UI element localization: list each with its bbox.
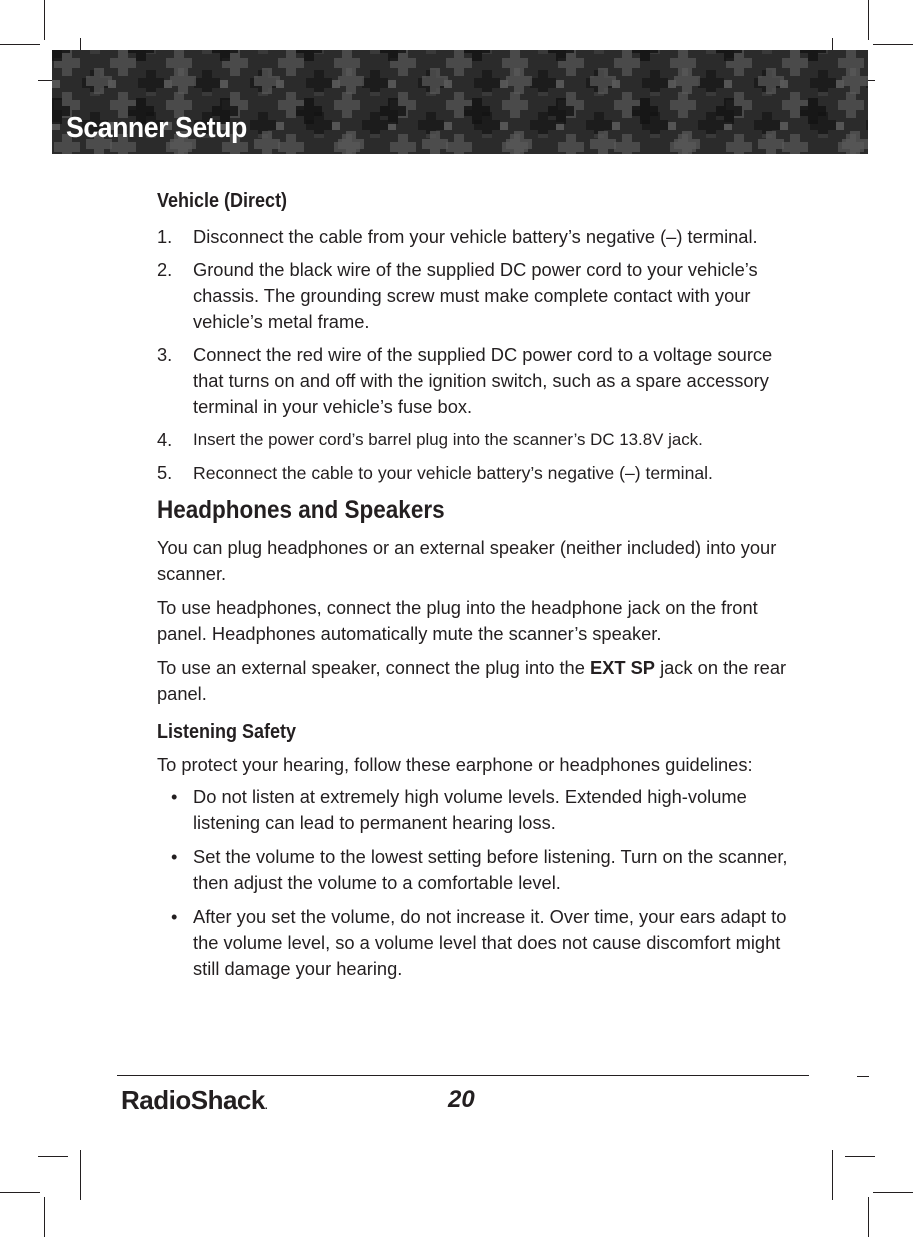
crop-mark [845,1156,875,1157]
ext-sp-jack-label: EXT SP [589,657,655,678]
step-text: Connect the red wire of the supplied DC power cord to a voltage source that turns on and off with the ignition switch, such as a spare accessory terminal in your vehicle’s fuse box. [193,344,773,417]
heading-headphones-speakers: Headphones and Speakers [157,496,445,524]
paragraph: You can plug headphones or an external speaker (neither included) into your scanner. [157,537,777,584]
content [157,190,802,990]
bullet-text: After you set the volume, do not increase it. Over time, your ears adapt to the volume level, so a volume level that does not cause discomfort might still damage your hearing. [193,906,787,979]
crop-mark [80,1150,81,1200]
step-text: Insert the power cord’s barrel plug into the scanner’s DC 13.8V jack. [193,430,703,449]
crop-mark [868,1197,869,1237]
step-number: 3. [157,344,173,365]
crop-mark [0,1192,40,1193]
crop-mark [44,1197,45,1237]
list-item [157,224,802,250]
radioshack-logo [121,1085,267,1116]
list-item [157,460,802,486]
list-item [157,904,802,982]
crop-mark [868,0,869,40]
paragraph: To protect your hearing, follow these earphone or headphones guidelines: [157,754,753,775]
bullet-icon: • [171,846,178,867]
paragraph [157,655,802,707]
step-number: 1. [157,226,173,247]
text-run: jack on the rear panel. [157,657,787,704]
list-item [157,784,802,836]
step-text: Ground the black wire of the supplied DC power cord to your vehicle’s chassis. The grounding screw must make complete contact with your vehicle’s metal frame. [193,259,758,332]
crop-mark [44,0,45,40]
crop-mark [857,1076,869,1077]
bullet-icon: • [171,906,178,927]
list-item [157,257,802,335]
crop-mark [873,1192,913,1193]
step-text: Reconnect the cable to your vehicle battery’s negative (–) terminal. [193,463,713,483]
step-number: 2. [157,259,173,280]
heading-listening-safety: Listening Safety [157,721,297,743]
list-item [157,427,802,453]
brand-mark: . [264,1101,268,1112]
page-section-title: Scanner Setup [66,112,247,144]
crop-mark [38,1156,68,1157]
safety-bullets-list [157,784,802,982]
bullet-text: Set the volume to the lowest setting before listening. Turn on the scanner, then adjust the volume to a comfortable level. [193,846,788,893]
step-number: 4. [157,429,173,450]
crop-mark [873,44,913,45]
page-number: 20 [448,1086,475,1113]
list-item [157,844,802,896]
brand-name: RadioShack [121,1085,265,1115]
list-item [157,342,802,420]
text-run: To use an external speaker, connect the plug into the [157,657,590,678]
vehicle-steps-list [157,224,802,486]
bullet-icon: • [171,786,178,807]
crop-mark [832,1150,833,1200]
bullet-text: Do not listen at extremely high volume levels. Extended high-volume listening can lead to permanent hearing loss. [193,786,747,833]
paragraph: To use headphones, connect the plug into the headphone jack on the front panel. Headphones automatically mute the scanner’s speaker. [157,597,758,644]
heading-vehicle-direct: Vehicle (Direct) [157,190,288,212]
footer-divider [117,1075,809,1076]
step-number: 5. [157,462,173,483]
step-text: Disconnect the cable from your vehicle battery’s negative (–) terminal. [193,226,758,247]
crop-mark [0,44,40,45]
